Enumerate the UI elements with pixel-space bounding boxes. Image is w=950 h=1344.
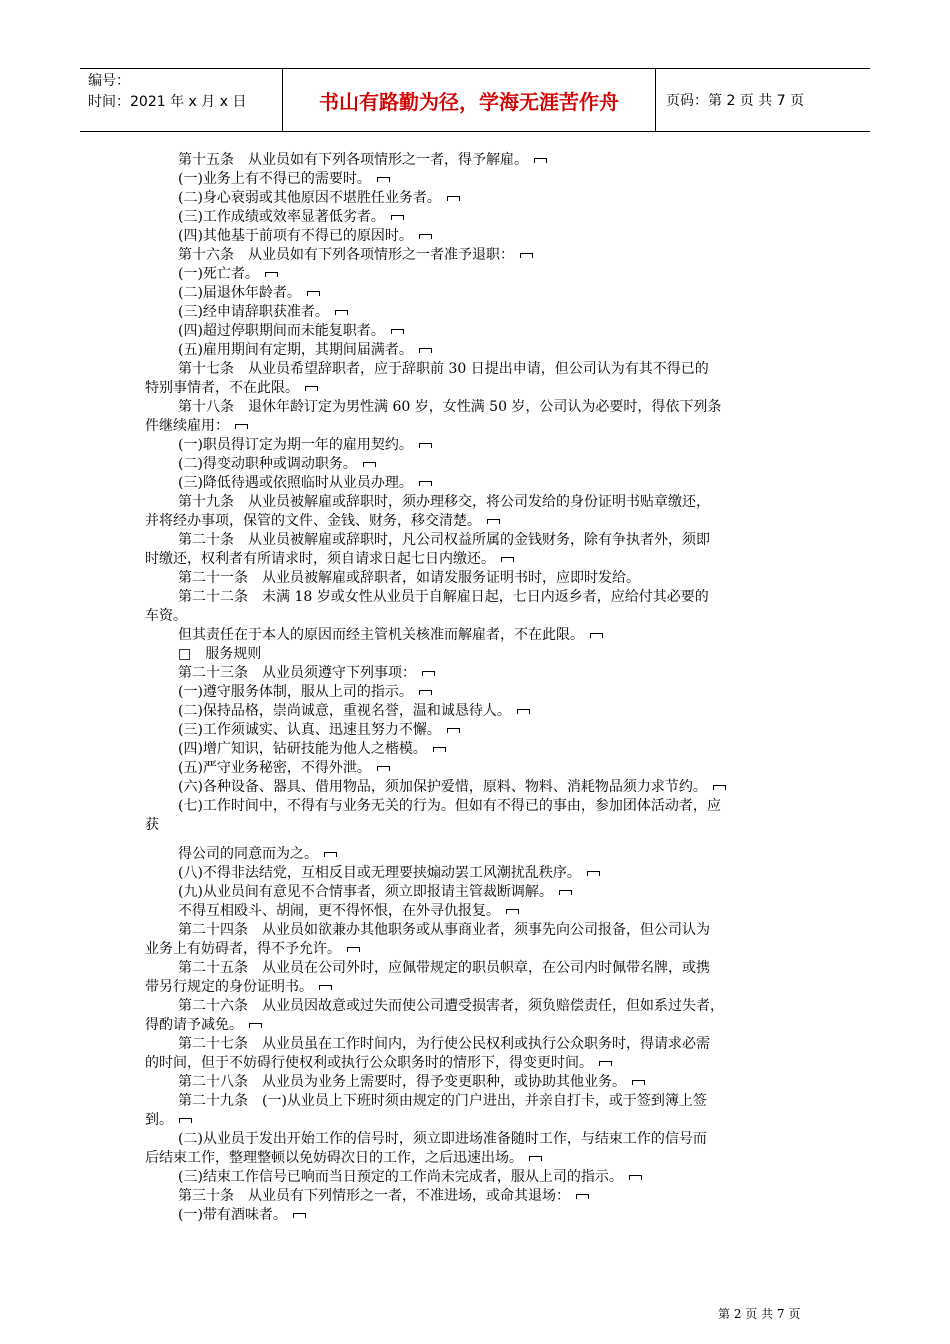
line-text: 的时间，但于不妨碍行使权利或执行公众职务时的情形下，得变更时间。 <box>145 1055 593 1071</box>
paragraph-mark-icon <box>487 519 500 524</box>
text-line <box>145 322 810 341</box>
line-text: 第二十一条 从业员被解雇或辞职者，如请发服务证明书时，应即时发给。 <box>178 570 640 586</box>
paragraph-mark-icon <box>293 1213 306 1218</box>
line-text: 第十六条 从业员如有下列各项情形之一者准予退职： <box>178 247 514 263</box>
text-line <box>145 664 810 683</box>
paragraph-mark-icon <box>447 196 460 201</box>
text-line <box>145 978 810 997</box>
paragraph-mark-icon <box>590 633 603 638</box>
paragraph-mark-icon <box>599 1061 612 1066</box>
line-text: (八)不得非法结党，互相反目或无理要挟煽动罢工风潮扰乱秩序。 <box>178 865 581 881</box>
text-line <box>145 493 810 512</box>
line-text: 第二十八条 从业员为业务上需要时，得予变更职种，或协助其他业务。 <box>178 1074 626 1090</box>
paragraph-mark-icon <box>419 690 432 695</box>
line-text: (九)从业员间有意见不合情事者，须立即报请主管裁断调解。 <box>178 884 553 900</box>
paragraph-mark-icon <box>629 1175 642 1180</box>
text-line <box>145 170 810 189</box>
line-text: 第十七条 从业员希望辞职者，应于辞职前 30 日提出申请，但公司认为有其不得已的 <box>178 361 709 377</box>
time-label: 时间：2021 年 x 月 x 日 <box>88 94 247 110</box>
paragraph-mark-icon <box>319 985 332 990</box>
line-text: (五)雇用期间有定期，其期间届满者。 <box>178 342 413 358</box>
line-text: (三)工作须诚实、认真、迅速且努力不懈。 <box>178 722 441 738</box>
paragraph-mark-icon <box>529 1156 542 1161</box>
line-text: 第十九条 从业员被解雇或辞职时，须办理移交，将公司发给的身份证明书贴章缴还， <box>178 494 710 510</box>
line-text: 得酌请予减免。 <box>145 1017 243 1033</box>
text-line <box>145 398 810 417</box>
text-line <box>145 512 810 531</box>
paragraph-mark-icon <box>307 291 320 296</box>
text-line <box>145 759 810 778</box>
text-line <box>145 902 810 921</box>
text-line <box>145 721 810 740</box>
text-line <box>145 284 810 303</box>
text-line <box>145 341 810 360</box>
paragraph-mark-icon <box>534 158 547 163</box>
line-text: (二)得变动职种或调动职务。 <box>178 456 357 472</box>
paragraph-mark-icon <box>419 481 432 486</box>
paragraph-mark-icon <box>419 348 432 353</box>
text-line <box>145 816 810 835</box>
line-text: 特别事情者，不在此限。 <box>145 380 299 396</box>
paragraph-mark-icon <box>179 1118 192 1123</box>
text-line <box>145 246 810 265</box>
paragraph-mark-icon <box>377 177 390 182</box>
text-line <box>145 1054 810 1073</box>
line-text: 到。 <box>145 1112 173 1128</box>
page-header <box>80 68 870 132</box>
line-text: 第二十四条 从业员如欲兼办其他职务或从事商业者，须事先向公司报备，但公司认为 <box>178 922 710 938</box>
text-line <box>145 940 810 959</box>
paragraph-mark-icon <box>363 462 376 467</box>
line-text: 第二十九条 (一)从业员上下班时须由规定的门户进出，并亲自打卡，或于签到簿上签 <box>178 1093 707 1109</box>
paragraph-mark-icon <box>587 871 600 876</box>
line-text: 时缴还，权利者有所请求时，须自请求日起七日内缴还。 <box>145 551 495 567</box>
line-text: 并将经办事项，保管的文件、金钱、财务，移交清楚。 <box>145 513 481 529</box>
text-line <box>145 569 810 588</box>
line-text: 获 <box>145 817 159 833</box>
line-text: (一)死亡者。 <box>178 266 259 282</box>
paragraph-mark-icon <box>559 890 572 895</box>
text-line <box>145 474 810 493</box>
text-line <box>145 303 810 322</box>
paragraph-mark-icon <box>447 728 460 733</box>
line-gap <box>145 835 810 845</box>
text-line <box>145 626 810 645</box>
line-text: 带另行规定的身份证明书。 <box>145 979 313 995</box>
line-text: 件继续雇用： <box>145 418 229 434</box>
line-text: 后结束工作，整理整顿以免妨碍次日的工作，之后迅速出场。 <box>145 1150 523 1166</box>
document-body <box>145 151 810 1225</box>
paragraph-mark-icon <box>377 766 390 771</box>
paragraph-mark-icon <box>433 747 446 752</box>
line-text: 第十五条 从业员如有下列各项情形之一者，得予解雇。 <box>178 152 528 168</box>
line-text: 第二十五条 从业员在公司外时，应佩带规定的职员帜章，在公司内时佩带名牌，或携 <box>178 960 710 976</box>
text-line <box>145 1035 810 1054</box>
line-text: 第二十七条 从业员虽在工作时间内，为行使公民权利或执行公众职务时，得请求必需 <box>178 1036 710 1052</box>
text-line <box>145 436 810 455</box>
paragraph-mark-icon <box>520 253 533 258</box>
page-footer: 第 2 页 共 7 页 <box>718 1307 801 1321</box>
text-line <box>145 1092 810 1111</box>
text-line <box>145 683 810 702</box>
text-line <box>145 845 810 864</box>
text-line <box>145 151 810 170</box>
line-text: 第二十条 从业员被解雇或辞职时，凡公司权益所属的金钱财务，除有争执者外，须即 <box>178 532 710 548</box>
line-text: (二)身心衰弱或其他原因不堪胜任业务者。 <box>178 190 441 206</box>
paragraph-mark-icon <box>506 909 519 914</box>
line-text: 第二十六条 从业员因故意或过失而使公司遭受损害者，须负赔偿责任，但如系过失者， <box>178 998 724 1014</box>
number-label: 编号： <box>88 73 130 89</box>
paragraph-mark-icon <box>347 947 360 952</box>
text-line <box>145 455 810 474</box>
text-line <box>145 997 810 1016</box>
text-line <box>145 417 810 436</box>
line-text: □ 服务规则 <box>178 646 262 662</box>
line-text: (二)届退休年龄者。 <box>178 285 301 301</box>
line-text: (三)工作成绩或效率显著低劣者。 <box>178 209 385 225</box>
line-text: (二)保持品格，崇尚诚意，重视名誉，温和诚恳待人。 <box>178 703 511 719</box>
line-text: 车资。 <box>145 608 187 624</box>
text-line <box>145 1130 810 1149</box>
line-text: 不得互相殴斗、胡闹，更不得怀恨，在外寻仇报复。 <box>178 903 500 919</box>
text-line <box>145 1187 810 1206</box>
line-text: 第二十三条 从业员须遵守下列事项： <box>178 665 416 681</box>
paragraph-mark-icon <box>235 424 248 429</box>
line-text: (四)超过停职期间而未能复职者。 <box>178 323 385 339</box>
paragraph-mark-icon <box>713 785 726 790</box>
line-text: 第三十条 从业员有下列情形之一者，不准进场，或命其退场： <box>178 1188 570 1204</box>
paragraph-mark-icon <box>305 386 318 391</box>
text-line <box>145 883 810 902</box>
line-text: (五)严守业务秘密，不得外泄。 <box>178 760 371 776</box>
line-text: (七)工作时间中，不得有与业务无关的行为。但如有不得已的事由，参加团体活动者，应 <box>178 798 721 814</box>
header-meta <box>80 69 283 131</box>
line-text: (一)带有酒味者。 <box>178 1207 287 1223</box>
line-text: 第二十二条 未满 18 岁或女性从业员于自解雇日起，七日内返乡者，应给付其必要的 <box>178 589 709 605</box>
text-line <box>145 702 810 721</box>
paragraph-mark-icon <box>576 1194 589 1199</box>
text-line <box>145 379 810 398</box>
paragraph-mark-icon <box>517 709 530 714</box>
paragraph-mark-icon <box>632 1080 645 1085</box>
text-line <box>145 265 810 284</box>
text-line <box>145 607 810 626</box>
text-line <box>145 360 810 379</box>
text-line <box>145 189 810 208</box>
paragraph-mark-icon <box>335 310 348 315</box>
line-text: (四)增广知识，钻研技能为他人之楷模。 <box>178 741 427 757</box>
text-line <box>145 797 810 816</box>
paragraph-mark-icon <box>391 329 404 334</box>
text-line <box>145 1111 810 1130</box>
text-line <box>145 645 810 664</box>
text-line <box>145 227 810 246</box>
line-text: (一)职员得订定为期一年的雇用契约。 <box>178 437 413 453</box>
paragraph-mark-icon <box>422 671 435 676</box>
text-line <box>145 1016 810 1035</box>
page-label: 页码：第 2 页 共 7 页 <box>666 93 805 109</box>
text-line <box>145 740 810 759</box>
text-line <box>145 550 810 569</box>
text-line <box>145 1206 810 1225</box>
line-text: (六)各种设备、器具、借用物品，须加保护爱惜，原料、物料、消耗物品须力求节约。 <box>178 779 707 795</box>
text-line <box>145 1168 810 1187</box>
line-text: (一)业务上有不得已的需要时。 <box>178 171 371 187</box>
paragraph-mark-icon <box>391 215 404 220</box>
paragraph-mark-icon <box>324 852 337 857</box>
paragraph-mark-icon <box>419 443 432 448</box>
motto: 书山有路勤为径，学海无涯苦作舟 <box>283 69 656 131</box>
text-line <box>145 1073 810 1092</box>
line-text: (二)从业员于发出开始工作的信号时，须立即进场准备随时工作，与结束工作的信号而 <box>178 1131 707 1147</box>
text-line <box>145 864 810 883</box>
text-line <box>145 208 810 227</box>
line-text: 业务上有妨碍者，得不予允许。 <box>145 941 341 957</box>
text-line <box>145 921 810 940</box>
text-line <box>145 588 810 607</box>
text-line <box>145 778 810 797</box>
line-text: 第十八条 退休年龄订定为男性满 60 岁，女性满 50 岁，公司认为必要时，得依下列条 <box>178 399 722 415</box>
line-text: (一)遵守服务体制，服从上司的指示。 <box>178 684 413 700</box>
text-line <box>145 959 810 978</box>
line-text: 但其责任在于本人的原因而经主管机关核准而解雇者，不在此限。 <box>178 627 584 643</box>
text-line <box>145 531 810 550</box>
line-text: (三)经申请辞职获准者。 <box>178 304 329 320</box>
paragraph-mark-icon <box>249 1023 262 1028</box>
line-text: 得公司的同意而为之。 <box>178 846 318 862</box>
line-text: (四)其他基于前项有不得已的原因时。 <box>178 228 413 244</box>
paragraph-mark-icon <box>501 557 514 562</box>
paragraph-mark-icon <box>419 234 432 239</box>
line-text: (三)降低待遇或依照临时从业员办理。 <box>178 475 413 491</box>
paragraph-mark-icon <box>265 272 278 277</box>
line-text: (三)结束工作信号已响而当日预定的工作尚未完成者，服从上司的指示。 <box>178 1169 623 1185</box>
text-line <box>145 1149 810 1168</box>
